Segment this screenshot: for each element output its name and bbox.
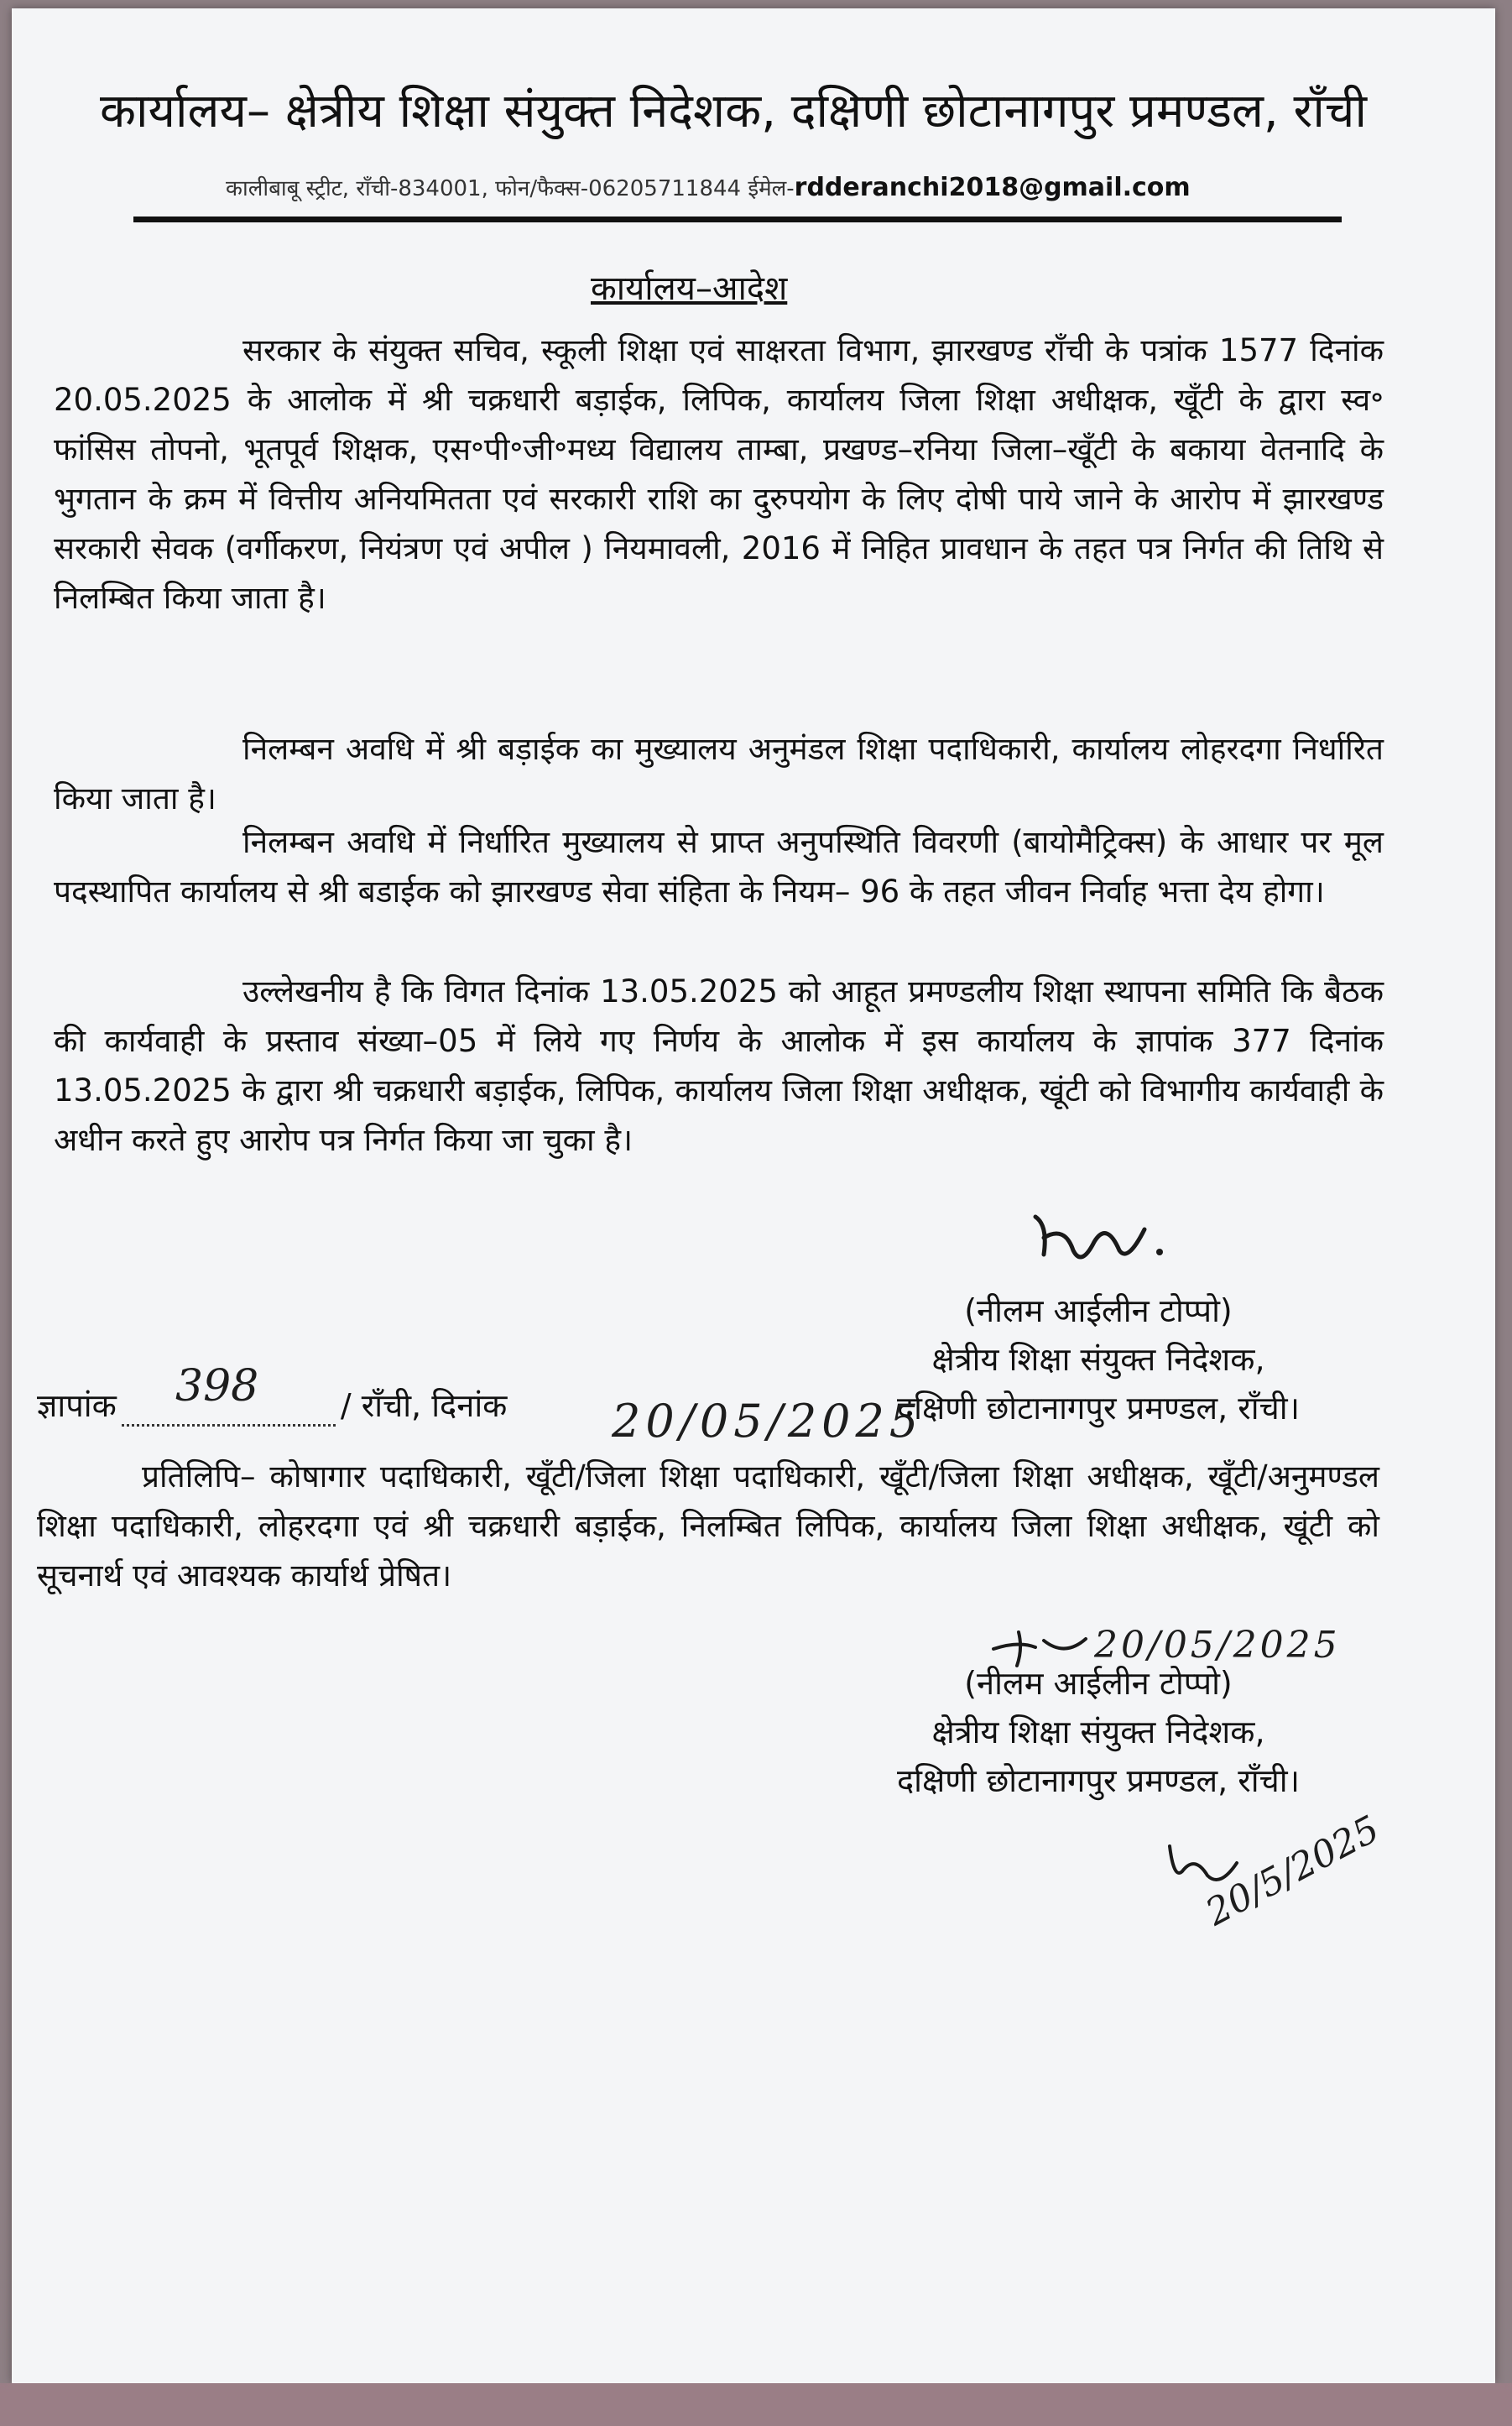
paragraph-1: सरकार के संयुक्त सचिव, स्कूली शिक्षा एवं साक्षरता विभाग, झारखण्ड राँची के पत्रांक 1577 दिनांक 20.05.2025 के आलोक में श्री चक्रधारी बड़ाईक, लिपिक, कार्यालय जिला शिक्षा अधीक्षक, खूँटी के द्वारा स्व॰ फांसिस तोपनो, भूतपूर्व शिक्षक, एस॰पी॰जी॰मध्य विद्यालय ताम्बा, प्रखण्ड–रनिया जिला–खूँटी के बकाया वेतनादि के भुगतान के क्रम में वित्तीय अनियमितता एवं सरकारी राशि का दुरुपयोग के लिए दोषी पाये जाने के आरोप में झारखण्ड सरकारी सेवक (वर्गीकरण, नियंत्रण एवं अपील ) नियमावली, 2016 में निहित प्रावधान के तहत पत्र निर्गत की तिथि से निलम्बित किया जाता है। [54,332,1384,616]
memo-place-date-label: / राँची, दिनांक [340,1387,508,1424]
background-surface [0,2383,1512,2426]
copy-to-text: प्रतिलिपि– कोषागार पदाधिकारी, खूँटी/जिला शिक्षा पदाधिकारी, खूँटी/जिला शिक्षा अधीक्षक, खूँटी/अनुमण्डल शिक्षा पदाधिकारी, लोहरदगा एवं श्री चक्रधारी बड़ाईक, निलम्बित लिपिक, कार्यालय जिला शिक्षा अधीक्षक, खूंटी को सूचनार्थ एवं आवश्यक कार्यार्थ प्रेषित। [37,1458,1379,1594]
paragraph-2: निलम्बन अवधि में श्री बड़ाईक का मुख्यालय अनुमंडल शिक्षा पदाधिकारी, कार्यालय लोहरदगा निर्धारित किया जाता है। [54,731,1384,816]
signatory-name-2: (नीलम आईलीन टोप्पो) [964,1665,1233,1702]
signatory-name: (नीलम आईलीन टोप्पो) [964,1292,1233,1329]
memo-date-handwritten: 20/05/2025 [612,1395,924,1448]
email-address: rdderanchi2018@gmail.com [794,173,1191,202]
signature-scribble [1019,1192,1170,1284]
address-line: कालीबाबू स्ट्रीट, राँची-834001, फोन/फैक्स-06205711844 ईमेल- [226,176,795,201]
signatory-office: दक्षिणी छोटानागपुर प्रमण्डल, राँची। [896,1390,1301,1427]
header-rule [133,217,1342,222]
letterhead-title: कार्यालय– क्षेत्रीय शिक्षा संयुक्त निदेशक, दक्षिणी छोटानागपुर प्रमण्डल, राँची [100,84,1367,138]
receipt-date-handwritten: 20/5/2025 [1199,1808,1387,1935]
signatory-designation: क्षेत्रीय शिक्षा संयुक्त निदेशक, [931,1341,1265,1378]
signature-2-date: 20/05/2025 [1094,1624,1341,1667]
signature-block-2 [838,1659,1358,1805]
document-sheet [12,8,1495,2383]
letterhead-address [226,172,1249,202]
signatory-designation-2: क्षेत्रीय शिक्षा संयुक्त निदेशक, [931,1714,1265,1750]
signatory-office-2: दक्षिणी छोटानागपुर प्रमण्डल, राँची। [896,1762,1301,1799]
memo-label: ज्ञापांक [37,1387,117,1424]
order-title: कार्यालय–आदेश [591,269,788,308]
memo-number-handwritten: 398 [175,1361,259,1411]
paragraph-4: उल्लेखनीय है कि विगत दिनांक 13.05.2025 को आहूत प्रमण्डलीय शिक्षा स्थापना समिति कि बैठक की कार्यवाही के प्रस्ताव संख्या–05 में लिये गए निर्णय के आलोक में इस कार्यालय के ज्ञापांक 377 दिनांक 13.05.2025 के द्वारा श्री चक्रधारी बड़ाईक, लिपिक, कार्यालय जिला शिक्षा अधीक्षक, खूंटी को विभागीय कार्यवाही के अधीन करते हुए आरोप पत्र निर्गत किया जा चुका है। [54,973,1384,1158]
paragraph-3: निलम्बन अवधि में निर्धारित मुख्यालय से प्राप्त अनुपस्थिति विवरणी (बायोमैट्रिक्स) के आधार पर मूल पदस्थापित कार्यालय से श्री बडाईक को झारखण्ड सेवा संहिता के नियम– 96 के तहत जीवन निर्वाह भत्ता देय होगा। [54,824,1384,910]
